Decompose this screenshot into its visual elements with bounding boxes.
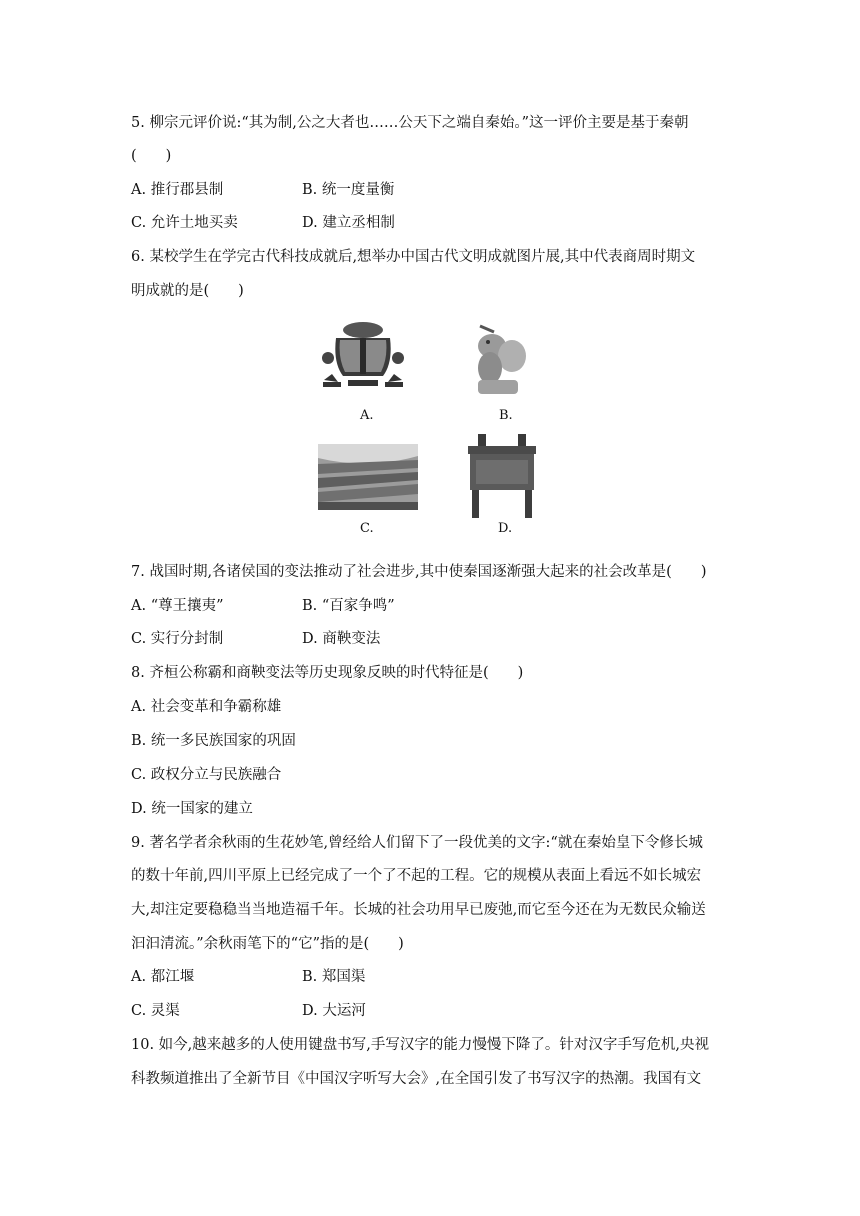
q8-option-a: A. 社会变革和争霸称雄 <box>131 699 282 715</box>
q5-option-d: D. 建立丞相制 <box>302 215 395 231</box>
figure-c-terracotta-army-image <box>318 444 418 510</box>
q10-stem-line1: 10. 如今,越来越多的人使用键盘书写,手写汉字的能力慢慢下降了。针对汉字手写危机,央视 <box>131 1037 709 1053</box>
figure-a-caption: A. <box>360 408 374 423</box>
q9-option-c: C. 灵渠 <box>131 1003 180 1019</box>
q6-stem-line1: 6. 某校学生在学完古代科技成就后,想举办中国古代文明成就图片展,其中代表商周时期文 <box>131 249 696 265</box>
figure-a-bronze-instrument-image <box>318 318 408 393</box>
q8-option-b: B. 统一多民族国家的巩固 <box>131 733 296 749</box>
figure-b-caption: B. <box>499 408 513 423</box>
q9-stem-line2: 的数十年前,四川平原上已经完成了一个了不起的工程。它的规模从表面上看远不如长城宏 <box>131 868 702 884</box>
q5-stem-line1: 5. 柳宗元评价说:“其为制,公之大者也……公天下之端自秦始。”这一评价主要是基于秦朝 <box>131 115 689 131</box>
q7-option-b: B. “百家争鸣” <box>302 598 395 614</box>
q5-option-c: C. 允许土地买卖 <box>131 215 238 231</box>
q8-option-d: D. 统一国家的建立 <box>131 801 253 817</box>
q5-stem-line2: ( ) <box>131 148 172 164</box>
q6-stem-line2: 明成就的是( ) <box>131 283 244 299</box>
q9-stem-line4: 汩汩清流。”余秋雨笔下的“它”指的是( ) <box>131 936 404 952</box>
q7-option-d: D. 商鞅变法 <box>302 631 381 647</box>
q9-option-d: D. 大运河 <box>302 1003 366 1019</box>
q8-stem-line1: 8. 齐桓公称霸和商鞅变法等历史现象反映的时代特征是( ) <box>131 665 524 681</box>
figure-d-bronze-ding-image <box>462 432 542 520</box>
figure-d-caption: D. <box>498 521 513 536</box>
q9-option-b: B. 郑国渠 <box>302 969 366 985</box>
figure-b-clay-figurine-image <box>462 318 532 398</box>
q7-option-c: C. 实行分封制 <box>131 631 224 647</box>
q9-option-a: A. 都江堰 <box>131 969 195 985</box>
q8-option-c: C. 政权分立与民族融合 <box>131 767 282 783</box>
q10-stem-line2: 科教频道推出了全新节目《中国汉字听写大会》,在全国引发了书写汉字的热潮。我国有文 <box>131 1071 702 1087</box>
figure-c-caption: C. <box>360 521 374 536</box>
q7-stem-line1: 7. 战国时期,各诸侯国的变法推动了社会进步,其中使秦国逐渐强大起来的社会改革是( ) <box>131 564 707 580</box>
q5-option-a: A. 推行郡县制 <box>131 182 224 198</box>
q7-option-a: A. “尊王攘夷” <box>131 598 224 614</box>
q9-stem-line3: 大,却注定要稳稳当当地造福千年。长城的社会功用早已废弛,而它至今还在为无数民众输送 <box>131 902 706 918</box>
q9-stem-line1: 9. 著名学者余秋雨的生花妙笔,曾经给人们留下了一段优美的文字:“就在秦始皇下令修长城 <box>131 835 703 851</box>
q5-option-b: B. 统一度量衡 <box>302 182 395 198</box>
